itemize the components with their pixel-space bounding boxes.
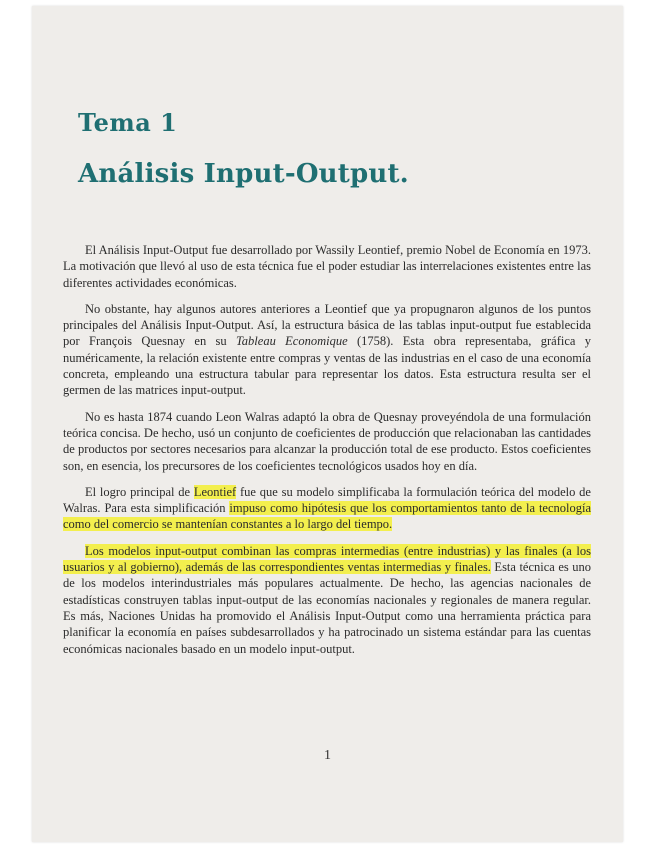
chapter-title: Análisis Input-Output.	[78, 159, 409, 189]
p4-highlight-2: impuso como hipótesis que los comportamientos tanto de la tecnología como del comercio se mantenían constantes a lo largo del tiempo.	[63, 501, 592, 532]
body-text	[63, 242, 591, 667]
p5-text: Esta técnica es uno de los modelos interindustriales más populares actualmente. De hecho, las agencias nacionales de estadísticas construyen tablas input-output de las economías nacionales y regionales de manera regular. Es más, Naciones Unidas ha promovido el Análisis Input-Output como una herramienta práctica para planificar la economía en países subdesarrollados y ha patrocinado un sistema estándar para las cuentas económicas nacionales basado en un modelo input-output.	[63, 560, 592, 656]
p4-highlight-1: Leontief	[193, 484, 237, 499]
p2-text-b: (1758). Esta obra representaba, gráfica y numéricamente, la relación existente entre compras y ventas de las industrias en el caso de una economía concreta, empleando una estructura tabular para representar los datos. Esta estructura resulta ser el germen de las matrices input-output.	[63, 334, 591, 398]
p4-text-b: fue que su modelo simplificaba la formulación teórica del modelo de Walras. Para esta simplificación	[63, 484, 591, 516]
chapter-label: Tema 1	[78, 108, 178, 137]
paragraph-2	[63, 301, 591, 399]
paragraph-4	[63, 484, 591, 533]
page-number: 1	[324, 748, 331, 763]
paragraph-1: El Análisis Input-Output fue desarrollado por Wassily Leontief, premio Nobel de Economía en 1973. La motivación que llevó al uso de esta técnica fue el poder estudiar las interrelaciones existentes entre las diferentes actividades económicas.	[63, 243, 591, 290]
p2-work-title: Tableau Economique	[236, 334, 348, 349]
document-page	[32, 6, 623, 842]
p4-text-a: El logro principal de	[85, 484, 194, 499]
title-block	[78, 108, 409, 189]
paragraph-3: No es hasta 1874 cuando Leon Walras adaptó la obra de Quesnay proveyéndola de una formulación teórica concisa. De hecho, usó un conjunto de coeficientes de producción que relacionaban las cantidades de productos por sectores necesarios para alcanzar la producción total de ese producto. Estos coeficientes son, en esencia, los precursores de los coeficientes tecnológicos usados hoy en día.	[63, 409, 591, 473]
paragraph-5	[63, 543, 591, 657]
p2-text-a: No obstante, hay algunos autores anteriores a Leontief que ya propugnaron algunos de los puntos principales del Análisis Input-Output. Así, la estructura básica de las tablas input-output fue establecida por François Quesnay en su	[63, 301, 591, 349]
p5-highlight-1: Los modelos input-output combinan las compras intermedias (entre industrias) y las finales (a los usuarios y al gobierno), además de las correspondientes ventas intermedias y finales.	[63, 543, 591, 575]
